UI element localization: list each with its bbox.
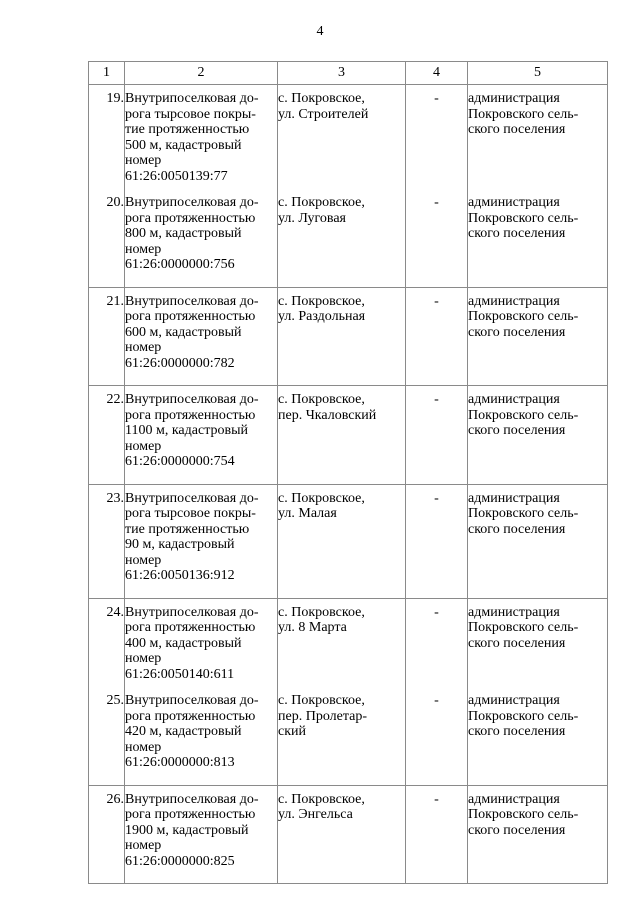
road-address-line: ский: [278, 724, 306, 739]
entry-25: [125, 693, 277, 771]
road-address-line: с. Покровское,: [278, 791, 365, 807]
column-4-value-cell: [406, 85, 468, 288]
responsible-organization-line: Покровского сель-: [468, 106, 579, 122]
road-description-line: рога тырсовое покры-: [125, 506, 256, 521]
item-number-cell: [89, 386, 125, 485]
responsible-organization-line: администрация: [468, 392, 560, 407]
entry-25: [278, 693, 405, 771]
entry-24: [89, 599, 124, 694]
road-description-line: рога протяженностью: [125, 309, 256, 324]
road-description-line: Внутрипоселковая до-: [125, 604, 259, 620]
item-number-cell: [89, 484, 125, 598]
road-description-line: 600 м, кадастровый: [125, 324, 242, 340]
road-description-line: рога тырсовое покры-: [125, 106, 256, 122]
road-address-line: ул. Строителей: [278, 106, 369, 122]
road-description-line: номер: [125, 739, 162, 755]
entry-24: [468, 599, 607, 694]
entry-22: [89, 386, 124, 470]
road-description-line: Внутрипоселковая до-: [125, 693, 259, 708]
road-description-line: 61:26:0050139:77: [125, 168, 228, 184]
item-number-cell: [89, 785, 125, 884]
responsible-organization-line: Покровского сель-: [468, 407, 579, 423]
road-address-line: с. Покровское,: [278, 392, 365, 407]
item-number-line: 23.: [106, 490, 124, 506]
road-description-line: рога протяженностью: [125, 807, 256, 822]
table-header-row: [89, 62, 608, 85]
road-description-line: рога протяженностью: [125, 407, 256, 423]
road-address-line: с. Покровское,: [278, 693, 365, 708]
road-address-cell: [278, 598, 406, 785]
entry-20: [406, 195, 467, 273]
entry-21: [406, 288, 467, 372]
entry-26: [468, 786, 607, 870]
responsible-organization-line: ского поселения: [468, 635, 566, 651]
road-description-line: Внутрипоселковая до-: [125, 791, 259, 807]
road-address-line: ул. Луговая: [278, 210, 346, 226]
table-row: [89, 386, 608, 485]
item-number-line: 26.: [106, 791, 124, 807]
responsible-organization-line: администрация: [468, 604, 560, 620]
road-description-line: 400 м, кадастровый: [125, 635, 242, 651]
column-4-value-cell: [406, 785, 468, 884]
entry-20: [468, 195, 607, 273]
road-description-line: номер: [125, 438, 162, 454]
entry-26: [89, 786, 124, 870]
road-description-cell: [125, 785, 278, 884]
table-row: [89, 85, 608, 288]
column-4-value-line: -: [434, 490, 439, 506]
page-number: 4: [316, 24, 324, 39]
item-number-line: 24.: [106, 604, 124, 620]
entry-21: [468, 288, 607, 372]
responsible-organization-line: ского поселения: [468, 521, 566, 537]
column-4-value-cell: [406, 598, 468, 785]
item-number-line: 25.: [106, 693, 124, 708]
road-description-line: тие протяженностью: [125, 521, 250, 537]
road-address-line: ул. 8 Марта: [278, 620, 347, 635]
entry-22: [125, 386, 277, 470]
road-description-line: 61:26:0050140:611: [125, 666, 235, 682]
road-description-cell: [125, 85, 278, 288]
road-description-line: 61:26:0000000:756: [125, 257, 235, 272]
column-header-2: 2: [125, 62, 278, 85]
item-number-cell: [89, 287, 125, 386]
road-address-line: с. Покровское,: [278, 195, 365, 210]
responsible-organization-line: администрация: [468, 195, 560, 210]
road-description-line: 1900 м, кадастровый: [125, 822, 249, 838]
entry-22: [468, 386, 607, 470]
road-address-line: с. Покровское,: [278, 293, 365, 309]
road-address-line: с. Покровское,: [278, 91, 365, 106]
road-address-cell: [278, 85, 406, 288]
responsible-organization-cell: [468, 85, 608, 288]
entry-24: [406, 599, 467, 694]
road-description-line: 61:26:0000000:825: [125, 853, 235, 869]
road-address-cell: [278, 484, 406, 598]
column-4-value-line: -: [434, 392, 439, 407]
road-address-line: ул. Раздольная: [278, 309, 366, 324]
entry-20: [125, 195, 277, 273]
responsible-organization-line: ского поселения: [468, 122, 566, 137]
responsible-organization-cell: [468, 287, 608, 386]
table-row: [89, 598, 608, 785]
column-4-value-line: -: [434, 604, 439, 620]
responsible-organization-line: Покровского сель-: [468, 506, 579, 521]
item-number-line: 22.: [106, 392, 124, 407]
road-description-line: номер: [125, 153, 162, 168]
table-row: [89, 484, 608, 598]
column-4-value-line: -: [434, 693, 439, 708]
road-address-line: пер. Чкаловский: [278, 407, 377, 423]
responsible-organization-cell: [468, 484, 608, 598]
road-description-cell: [125, 386, 278, 485]
road-address-cell: [278, 287, 406, 386]
entry-20: [89, 195, 124, 273]
column-4-value-line: -: [434, 195, 439, 210]
entry-23: [406, 485, 467, 584]
column-header-4: 4: [406, 62, 468, 85]
item-number-line: 20.: [106, 195, 124, 210]
responsible-organization-cell: [468, 785, 608, 884]
road-address-line: ул. Энгельса: [278, 807, 353, 822]
table-row: [89, 785, 608, 884]
responsible-organization-line: Покровского сель-: [468, 807, 579, 822]
responsible-organization-cell: [468, 598, 608, 785]
entry-21: [125, 288, 277, 372]
responsible-organization-line: Покровского сель-: [468, 620, 579, 635]
road-description-line: 61:26:0000000:754: [125, 454, 235, 469]
road-description-cell: [125, 484, 278, 598]
item-number-cell: [89, 85, 125, 288]
entry-19: [278, 85, 405, 195]
column-4-value-line: -: [434, 91, 439, 106]
road-description-line: Внутрипоселковая до-: [125, 293, 259, 309]
road-description-line: номер: [125, 552, 162, 568]
road-description-line: 61:26:0000000:813: [125, 755, 235, 770]
entry-23: [278, 485, 405, 584]
column-header-1: 1: [89, 62, 125, 85]
entry-20: [278, 195, 405, 273]
responsible-organization-line: администрация: [468, 693, 560, 708]
road-address-cell: [278, 386, 406, 485]
column-header-5: 5: [468, 62, 608, 85]
responsible-organization-line: администрация: [468, 791, 560, 807]
road-address-line: ул. Малая: [278, 506, 337, 521]
entry-24: [278, 599, 405, 694]
road-address-line: с. Покровское,: [278, 604, 365, 620]
entry-22: [406, 386, 467, 470]
entry-19: [406, 85, 467, 195]
road-description-line: Внутрипоселковая до-: [125, 392, 259, 407]
responsible-organization-line: ского поселения: [468, 822, 566, 838]
road-description-line: Внутрипоселковая до-: [125, 490, 259, 506]
road-description-line: 1100 м, кадастровый: [125, 423, 248, 438]
entry-25: [89, 693, 124, 771]
entry-26: [125, 786, 277, 870]
road-description-cell: [125, 287, 278, 386]
road-registry-table: [88, 61, 608, 884]
responsible-organization-line: ского поселения: [468, 324, 566, 340]
entry-23: [125, 485, 277, 584]
entry-19: [125, 85, 277, 195]
entry-19: [89, 85, 124, 195]
item-number-line: 19.: [106, 91, 124, 106]
responsible-organization-line: ского поселения: [468, 724, 566, 739]
table-row: [89, 287, 608, 386]
road-description-cell: [125, 598, 278, 785]
column-4-value-line: -: [434, 293, 439, 309]
item-number-cell: [89, 598, 125, 785]
entry-25: [406, 693, 467, 771]
road-description-line: 61:26:0050136:912: [125, 568, 235, 583]
responsible-organization-line: Покровского сель-: [468, 210, 579, 226]
road-description-line: 420 м, кадастровый: [125, 724, 242, 739]
road-description-line: номер: [125, 241, 162, 257]
column-4-value-cell: [406, 484, 468, 598]
road-description-line: номер: [125, 838, 162, 853]
road-description-line: рога протяженностью: [125, 210, 256, 226]
column-4-value-cell: [406, 386, 468, 485]
entry-26: [406, 786, 467, 870]
road-address-line: с. Покровское,: [278, 490, 365, 506]
road-description-line: рога протяженностью: [125, 620, 256, 635]
road-address-line: пер. Пролетар-: [278, 708, 367, 724]
responsible-organization-line: администрация: [468, 293, 560, 309]
road-description-line: Внутрипоселковая до-: [125, 195, 259, 210]
responsible-organization-cell: [468, 386, 608, 485]
entry-25: [468, 693, 607, 771]
entry-21: [278, 288, 405, 372]
road-description-line: номер: [125, 651, 162, 666]
entry-21: [89, 288, 124, 372]
responsible-organization-line: ского поселения: [468, 423, 566, 438]
entry-26: [278, 786, 405, 870]
entry-23: [89, 485, 124, 584]
entry-24: [125, 599, 277, 694]
table-body: [89, 85, 608, 884]
responsible-organization-line: администрация: [468, 490, 560, 506]
road-description-line: номер: [125, 340, 162, 355]
item-number-line: 21.: [106, 293, 124, 309]
road-address-cell: [278, 785, 406, 884]
road-description-line: рога протяженностью: [125, 708, 256, 724]
column-4-value-cell: [406, 287, 468, 386]
entry-19: [468, 85, 607, 195]
road-description-line: Внутрипоселковая до-: [125, 91, 259, 106]
road-description-line: 500 м, кадастровый: [125, 137, 242, 153]
responsible-organization-line: Покровского сель-: [468, 708, 579, 724]
column-4-value-line: -: [434, 791, 439, 807]
column-header-3: 3: [278, 62, 406, 85]
road-description-line: 90 м, кадастровый: [125, 537, 235, 552]
responsible-organization-line: ского поселения: [468, 226, 566, 241]
entry-22: [278, 386, 405, 470]
responsible-organization-line: Покровского сель-: [468, 309, 579, 324]
road-description-line: 800 м, кадастровый: [125, 226, 242, 241]
road-description-line: 61:26:0000000:782: [125, 355, 235, 371]
road-description-line: тие протяженностью: [125, 122, 250, 137]
entry-23: [468, 485, 607, 584]
responsible-organization-line: администрация: [468, 91, 560, 106]
